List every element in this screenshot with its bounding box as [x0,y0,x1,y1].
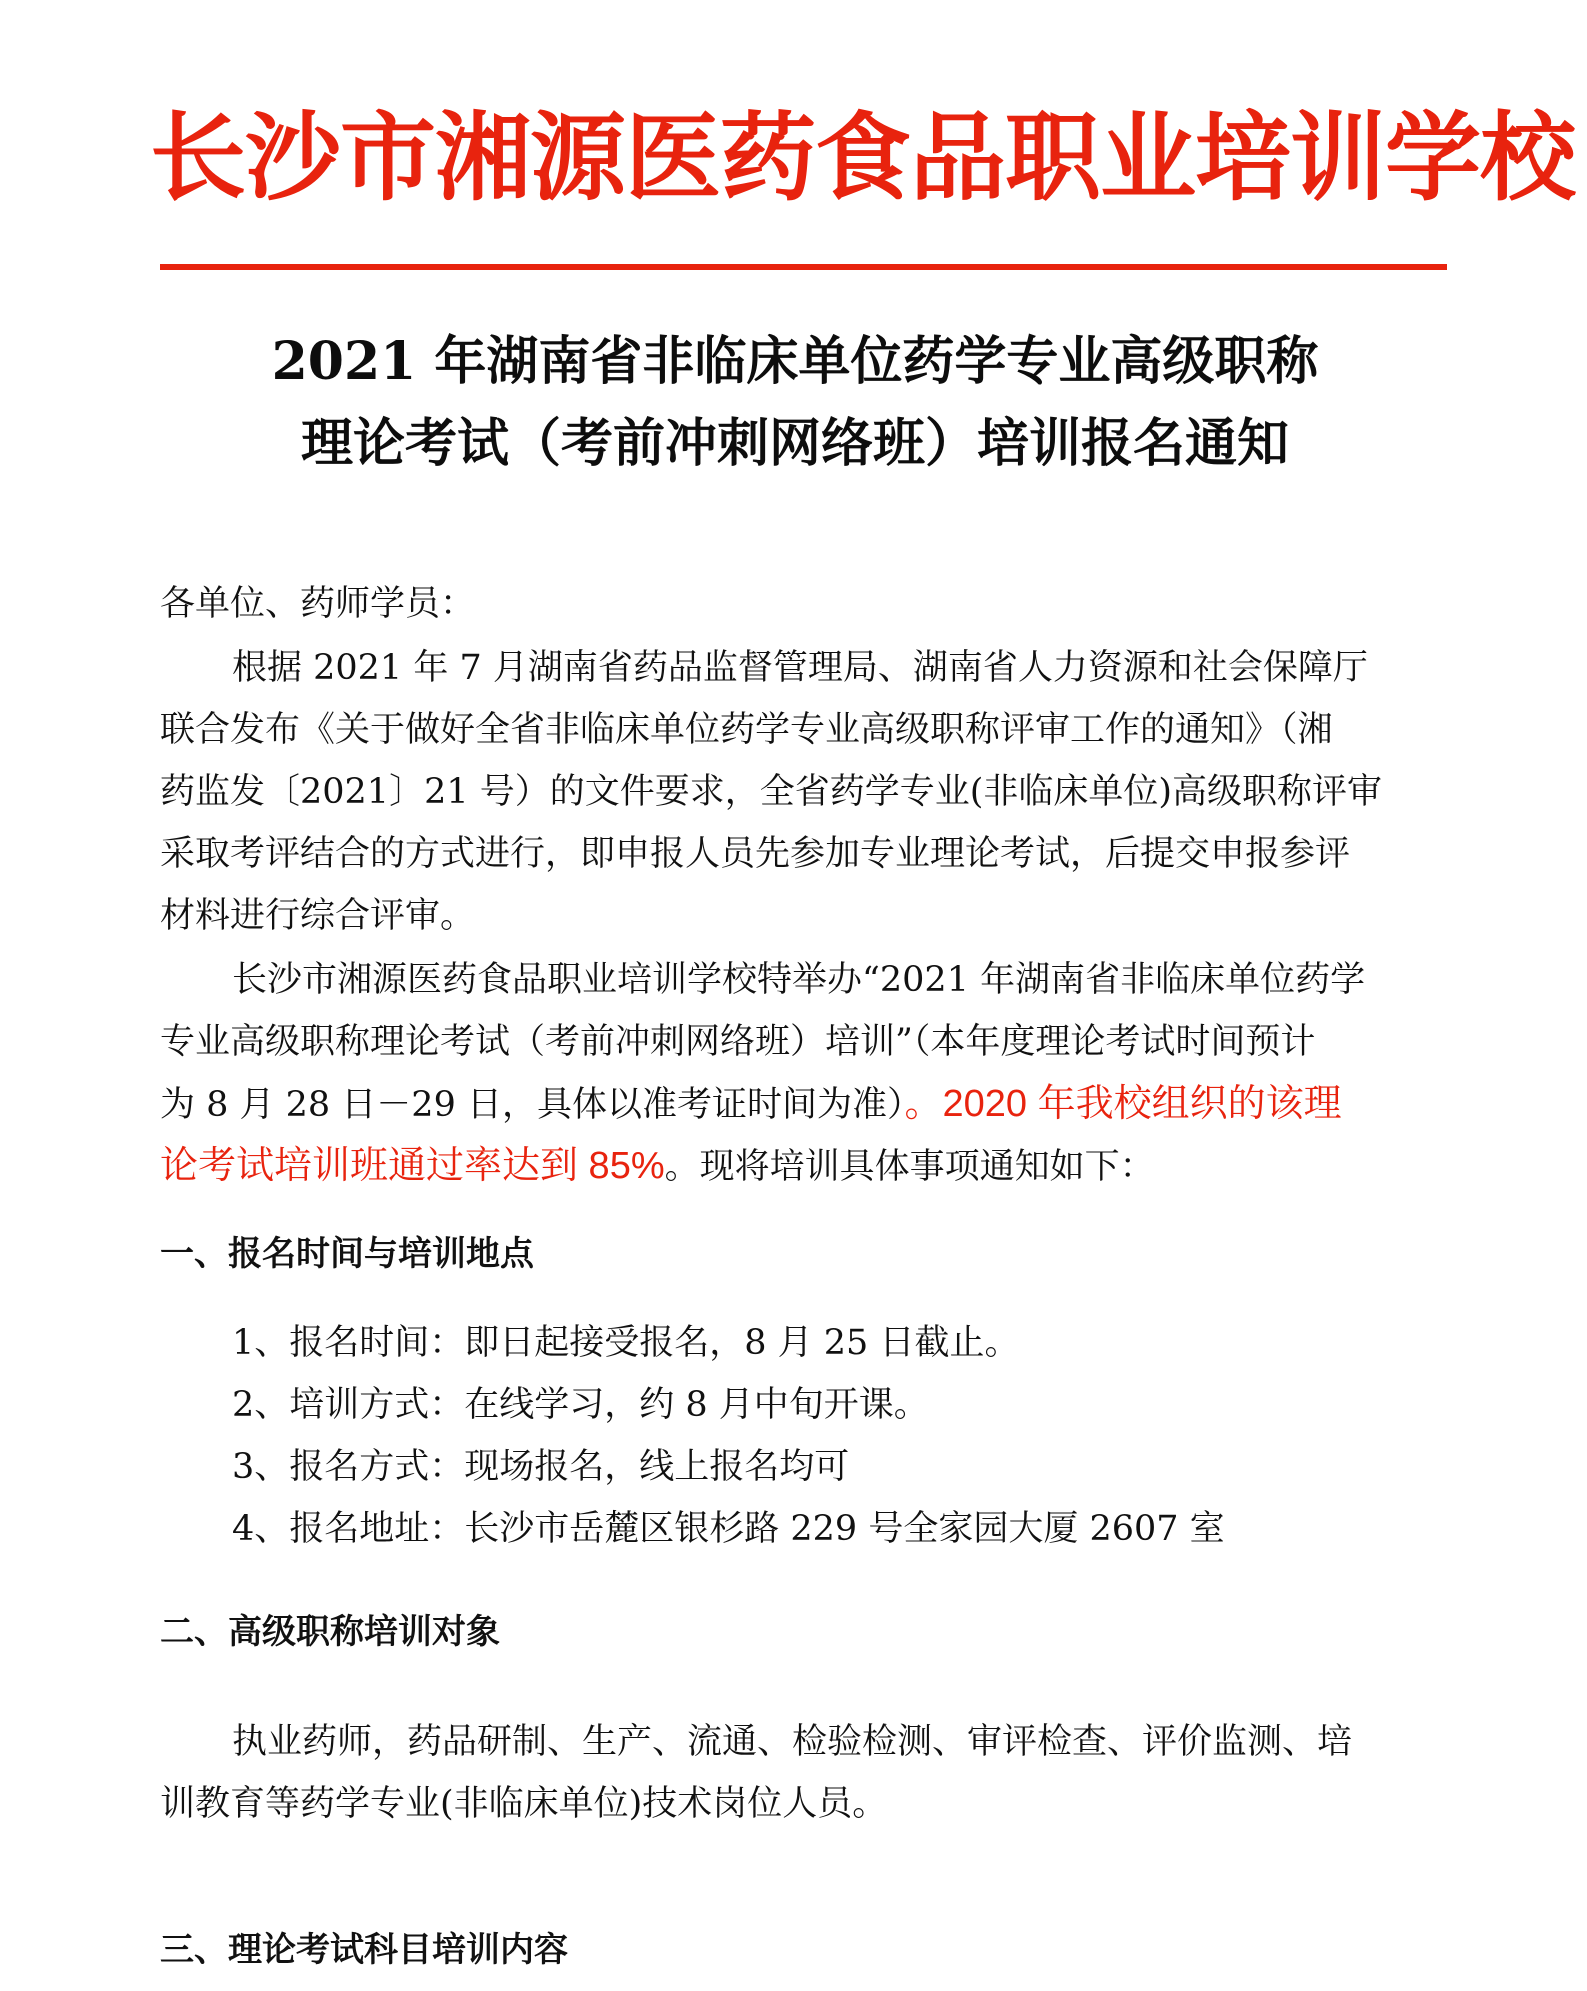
paragraph1-line: 材料进行综合评审。 [160,896,476,936]
list-item: 1、报名时间：即日起接受报名，8 月 25 日截止。 [232,1323,1020,1363]
section-heading-target-audience: 二、高级职称培训对象 [160,1612,500,1652]
paragraph1-line: 药监发〔2021〕21 号）的文件要求，全省药学专业(非临床单位)高级职称评审 [160,772,1383,812]
paragraph1-line: 根据 2021 年 7 月湖南省药品监督管理局、湖南省人力资源和社会保障厅 [232,648,1368,688]
list-item: 2、培训方式：在线学习，约 8 月中旬开课。 [232,1385,929,1425]
list-item: 3、报名方式：现场报名，线上报名均可 [232,1447,850,1487]
paragraph2-text: 为 8 月 28 日－29 日，具体以准考证时间为准） [160,1085,905,1125]
notice-title-line-1: 2021 年湖南省非临床单位药学专业高级职称 [271,331,1319,392]
pass-rate-highlight: 论考试培训班通过率达到 85% [160,1145,665,1187]
list-item: 4、报名地址：长沙市岳麓区银杉路 229 号全家园大厦 2607 室 [232,1509,1225,1549]
paragraph2-line: 专业高级职称理论考试（考前冲刺网络班）培训”（本年度理论考试时间预计 [160,1022,1316,1062]
paragraph2-line [160,1074,1420,1135]
notice-title-line-2: 理论考试（考前冲刺网络班）培训报名通知 [300,413,1289,474]
section-heading-exam-content: 三、理论考试科目培训内容 [160,1930,568,1970]
letterhead-school-name: 长沙市湘源医药食品职业培训学校 [150,101,1575,214]
section2-body-line: 执业药师，药品研制、生产、流通、检验检测、审评检查、评价监测、培 [232,1722,1353,1762]
section2-body-line: 训教育等药学专业(非临床单位)技术岗位人员。 [160,1784,888,1824]
pass-rate-highlight: 。2020 年我校组织的该理 [904,1083,1342,1125]
paragraph2-line: 长沙市湘源医药食品职业培训学校特举办“2021 年湖南省非临床单位药学 [232,960,1366,1000]
paragraph1-line: 联合发布《关于做好全省非临床单位药学专业高级职称评审工作的通知》（湘 [160,710,1333,750]
paragraph2-text: 。现将培训具体事项通知如下： [664,1147,1155,1187]
section-heading-registration: 一、报名时间与培训地点 [160,1234,534,1274]
greeting: 各单位、药师学员： [160,584,476,624]
letterhead-divider [160,264,1447,270]
paragraph1-line: 采取考评结合的方式进行，即申报人员先参加专业理论考试，后提交申报参评 [160,834,1351,874]
paragraph2-line [160,1136,1420,1197]
